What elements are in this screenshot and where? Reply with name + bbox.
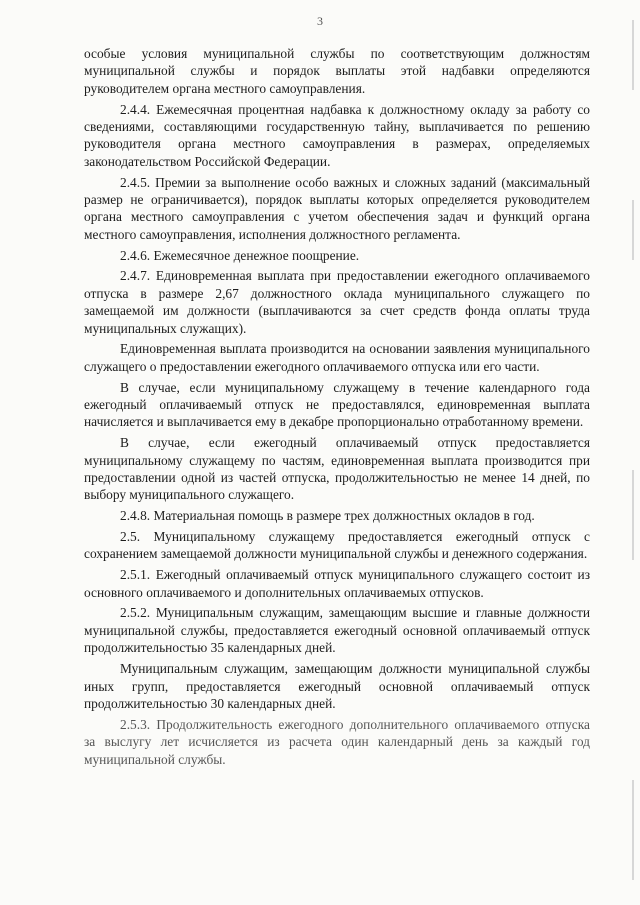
paragraph: В случае, если муниципальному служащему в течение календарного года ежегодный оплачиваемый отпуск не предоставлялся, единовременная выплата начисляется и выплачивается ему в декабре пропорционально отработанному времени. (84, 379, 590, 430)
page-number: 3 (317, 14, 323, 28)
paragraph: 2.4.7. Единовременная выплата при предоставлении ежегодного оплачиваемого отпуска в размере 2,67 должностного оклада муниципального служащего по замещаемой им должности (выплачиваются за счет средств фонда оплаты труда муниципальных служащих). (84, 268, 590, 336)
scan-edge-mark (632, 470, 634, 560)
paragraph: 2.5. Муниципальному служащему предоставляется ежегодный отпуск с сохранением замещаемой должности муниципальной службы и денежного содержания. (84, 529, 590, 562)
paragraph: 2.4.6. Ежемесячное денежное поощрение. (120, 247, 360, 263)
paragraph: 2.4.4. Ежемесячная процентная надбавка к должностному окладу за работу со сведениями, составляющими государственную тайну, выплачивается по решению руководителя органа местного самоуправления в размерах, определяемых законодательством Российской Федерации. (84, 101, 590, 169)
scan-edge-mark (632, 780, 634, 880)
scan-edge-mark (632, 20, 634, 90)
paragraph: 2.5.2. Муниципальным служащим, замещающим высшие и главные должности муниципальной службы, предоставляется ежегодный основной оплачиваемый отпуск продолжительностью 35 календарных дней. (84, 605, 590, 656)
paragraph: Единовременная выплата производится на основании заявления муниципального служащего о предоставлении ежегодного оплачиваемого отпуска или его части. (84, 341, 590, 374)
paragraph: 2.5.3. Продолжительность ежегодного дополнительного оплачиваемого отпуска за выслугу лет исчисляется из расчета один календарный день за каждый год муниципальной службы. (84, 716, 590, 767)
scan-edge-mark (632, 200, 634, 260)
paragraph: В случае, если ежегодный оплачиваемый отпуск предоставляется муниципальному служащему по частям, единовременная выплата производится при предоставлении одной из частей отпуска, продолжительностью не менее 14 дней, по выбору муниципального служащего. (84, 435, 590, 503)
document-body (84, 45, 590, 771)
paragraph: 2.5.1. Ежегодный оплачиваемый отпуск муниципального служащего состоит из основного оплачиваемого и дополнительных оплачиваемых отпусков. (84, 567, 590, 600)
paragraph: особые условия муниципальной службы по соответствующим должностям муниципальной службы и порядок выплаты этой надбавки определяются руководителем органа местного самоуправления. (84, 46, 590, 96)
paragraph: 2.4.5. Премии за выполнение особо важных и сложных заданий (максимальный размер не ограничивается), порядок выплаты которых определяется руководителем органа местного самоуправления с учетом обеспечения задач и функций органа местного самоуправления, исполнения должностного регламента. (84, 174, 590, 242)
paragraph: 2.4.8. Материальная помощь в размере трех должностных окладов в год. (120, 508, 535, 524)
paragraph: Муниципальным служащим, замещающим должности муниципальной службы иных групп, предоставляется ежегодный основной оплачиваемый отпуск продолжительностью 30 календарных дней. (84, 661, 590, 711)
